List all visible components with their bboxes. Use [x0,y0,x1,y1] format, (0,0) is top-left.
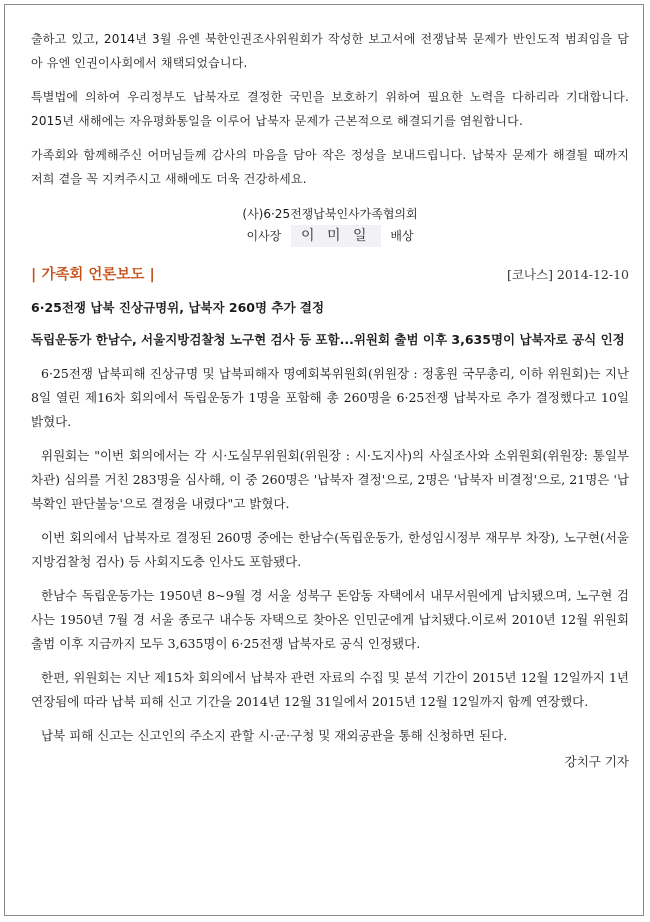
document-content [31,27,629,770]
letter-organization: (사)6·25전쟁납북인사가족협의회 [242,207,418,221]
article-paragraph: 납북 피해 신고는 신고인의 주소지 관할 시·군·구청 및 재외공관을 통해 신청하면 된다. [41,728,508,743]
closing-word: 배상 [390,229,414,243]
article-paragraph: 한편, 위원회는 지난 제15차 회의에서 납북자 관련 자료의 수집 및 분석 기간이 2015년 12월 12일까지 1년 연장됨에 따라 납북 피해 신고 기간을 2014년 12월 31일에서 2015년 12월 12일까지 함께 연장했다. [31,670,629,709]
press-section-header [31,263,629,284]
signer-title: 이사장 [246,229,282,243]
article-paragraph: 이번 회의에서 납북자로 결정된 260명 중에는 한남수(독립운동가, 한성임시정부 재무부 차장), 노구현(서울지방검찰청 검사) 등 사회지도층 인사도 포함됐다. [31,530,629,569]
article-subheadline: 독립운동가 한남수, 서울지방검찰청 노구현 검사 등 포함...위원회 출범 이후 3,635명이 납북자로 공식 인정 [31,332,625,347]
letter-paragraph: 가족회와 함께해주신 어머님들께 감사의 마음을 담아 작은 정성을 보내드립니다. 납북자 문제가 해결될 때까지 저희 곁을 꼭 지켜주시고 새해에도 더욱 건강하세요. [31,148,629,186]
article-paragraph: 6·25전쟁 납북피해 진상규명 및 납북피해자 명예회복위원회(위원장 : 정홍원 국무총리, 이하 위원회)는 지난 8일 열린 제16차 회의에서 독립운동가 1명을 포함해 총 260명을 6·25전쟁 납북자로 추가 결정했다고 10일 밝혔다. [31,366,629,429]
handwritten-signature: 이 미 일 [291,225,380,247]
article-byline: 강치구 기자 [564,754,629,769]
article-paragraph: 위원회는 "이번 회의에서는 각 시·도실무위원회(위원장 : 시·도지사)의 사실조사와 소위원회(위원장: 통일부차관) 심의를 거친 283명을 심사해, 이 중 260명은 '납북자 결정'으로, 2명은 '납북자 비결정'으로, 21명은 '납북확인 판단불능'으로 결정을 내렸다"고 밝혔다. [31,448,629,511]
section-title: | 가족회 언론보도 | [31,267,155,283]
article-headline: 6·25전쟁 납북 진상규명위, 납북자 260명 추가 결정 [31,300,325,315]
letter-paragraph: 출하고 있고, 2014년 3월 유엔 북한인권조사위원회가 작성한 보고서에 전쟁납북 문제가 반인도적 범죄임을 담아 유엔 인권이사회에서 채택되었습니다. [31,32,629,70]
article-paragraph: 한남수 독립운동가는 1950년 8~9월 경 서울 성북구 돈암동 자택에서 내무서원에게 납치됐으며, 노구현 검사는 1950년 7월 경 서울 종로구 내수동 자택으로 찾아온 인민군에게 납치됐다.이로써 2010년 12월 위원회 출범 이후 지금까지 모두 3,635명이 6·25전쟁 납북자로 공식 인정됐다. [31,588,629,651]
letter-section [31,27,629,191]
letter-paragraph: 특별법에 의하여 우리정부도 납북자로 결정한 국민을 보호하기 위하여 필요한 노력을 다하리라 기대합니다. 2015년 새해에는 자유평화통일을 이루어 납북자 문제가 근본적으로 해결되기를 염원합니다. [31,90,629,128]
document-page [4,4,644,916]
article-source-date: [코나스] 2014-12-10 [506,267,629,282]
letter-signature-line [31,225,629,247]
